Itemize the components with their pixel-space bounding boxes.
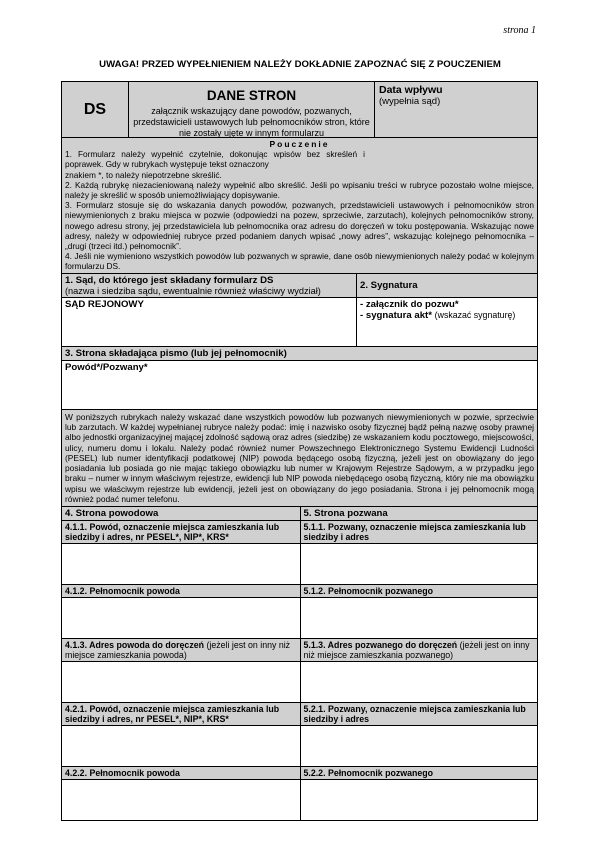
party-title-row [62,347,537,361]
block-4-2-2-fields [62,780,537,820]
info-section [62,410,537,508]
court-signature-titles [62,274,537,298]
defendant-1-field[interactable] [300,544,538,584]
instruction-1a: 1. Formularz należy wypełnić czytelnie, dokonując wpisów bez skreśleń i poprawek. Gdy w rubrykach występuje tekst oznaczony [65,149,365,170]
defendant-1-delivery-note: (jeżeli jest on inny niż miejsce zamieszkania pozwanego) [303,640,530,661]
plaintiff-1-attorney-title: 4.1.2. Pełnomocnik powoda [65,586,180,597]
plaintiff-1-delivery-title [62,639,300,661]
defendant-2-field[interactable] [300,726,538,766]
defendant-2-title: 5.2.1. Pozwany, oznaczenie miejsca zamieszkania lub siedziby i adres [300,703,538,725]
form-ds [61,81,538,821]
block-4-1-3-titles [62,639,537,662]
signature-field[interactable] [356,298,537,346]
plaintiff-1-delivery-label: 4.1.3. Adres powoda do doręczeń [65,640,204,651]
court-field[interactable] [62,298,356,346]
page-number: strona 1 [503,25,536,36]
instruction-2: 2. Każdą rubrykę niezacieniowaną należy wypełnić albo skreślić. Jeśli po wpisaniu treści w rubryce pozostało wolne miejsce, należy je skreślić w sposób uniemożliwiający dopisywanie. [65,179,534,201]
instruction-1b: znakiem *, to należy niepotrzebne skreślić. [65,169,222,180]
plaintiff-1-title: 4.1.1. Powód, oznaczenie miejsca zamieszkania lub siedziby i adres, nr PESEL*, NIP*, KRS* [65,522,280,543]
block-4-1-2-titles [62,585,537,598]
block-4-1-3-fields [62,662,537,703]
defendant-column-title: 5. Strona pozwana [300,507,538,520]
signature-option-case-number: - sygnatura akt* [360,309,432,321]
plaintiff-1-field[interactable] [62,544,300,584]
instruction-3: 3. Formularz stosuje się do wskazania danych powodów, pozwanych, przedstawicieli ustawowych i pełnomocników stron niewymienionych z braku miejsca w pozwie (odpowiedzi na pozew, sprzeciwie, zarzutach), kolejnych pełnomocników strony, nowego adresu strony, jej przedstawiciela lub pełnomocnika oraz adresu do doręczeń w toku postępowania. Wskazując nowe adresy, należy w odpowiedniej rubryce przed podaniem danych wpisać „nowy adres”, wskazując kolejnego pełnomocnika – „drugi (trzeci itd.) pełnomocnik”. [65,200,534,252]
party-value: Powód*/Pozwany* [65,361,148,373]
plaintiff-1-delivery-note: (jeżeli jest on inny niż miejsce zamieszkania powoda) [65,640,291,661]
plaintiff-2-attorney-field[interactable] [62,780,300,820]
instruction-4: 4. Jeśli nie wymieniono wszystkich powodów lub pozwanych w sprawie, dane osób niewymienionych należy podać w kolejnym formularzu DS. [65,251,534,272]
form-title-box [128,82,374,137]
signature-title: 2. Sygnatura [356,274,537,297]
block-4-1-2-fields [62,598,537,639]
plaintiff-2-attorney-title: 4.2.2. Pełnomocnik powoda [65,768,180,779]
plaintiff-2-title: 4.2.1. Powód, oznaczenie miejsca zamieszkania lub siedziby i adres, nr PESEL*, NIP*, KRS* [65,704,280,725]
court-signature-fields [62,298,537,347]
defendant-1-title: 5.1.1. Pozwany, oznaczenie miejsca zamieszkania lub siedziby i adres [300,521,538,543]
receipt-date-box [374,82,537,137]
plaintiff-column-title: 4. Strona powodowa [65,508,159,520]
defendant-2-attorney-title: 5.2.2. Pełnomocnik pozwanego [300,767,538,779]
instructions-title: Pouczenie [269,139,330,149]
party-field[interactable] [62,361,537,410]
defendant-1-delivery-field[interactable] [300,662,538,702]
receipt-date-title: Data wpływu [379,84,443,96]
plaintiff-1-attorney-field[interactable] [62,598,300,638]
form-header [62,82,537,138]
plaintiff-1-delivery-field[interactable] [62,662,300,702]
instructions-section [62,138,537,274]
court-title: 1. Sąd, do którego jest składany formularz DS [65,274,274,286]
block-4-1-1-titles [62,521,537,544]
court-value: SĄD REJONOWY [65,298,144,310]
party-title: 3. Strona składająca pismo (lub jej pełnomocnik) [65,347,287,359]
form-subtitle: załącznik wskazujący dane powodów, pozwanych, przedstawicieli ustawowych lub pełnomocników stron, które nie zostały ujęte w innym formularzu [133,106,370,138]
defendant-1-delivery-label: 5.1.3. Adres pozwanego do doręczeń [303,640,458,651]
court-subtitle: (nazwa i siedziba sądu, ewentualnie również właściwy wydział) [65,285,321,296]
block-4-2-1-fields [62,726,537,767]
form-code: DS [62,82,128,137]
signature-option-attachment: - załącznik do pozwu* [360,298,459,310]
columns-title-row [62,507,537,521]
info-text: W poniższych rubrykach należy wskazać dane wszystkich powodów lub pozwanych niewymienionych w pozwie, sprzeciwie lub zarzutach. W każdej wypełnianej rubryce należy podać: imię i nazwisko osoby fizycznej bądź pełną nazwę osoby prawnej albo jednostki organizacyjnej mającej zdolność sądową oraz adres (siedzibę) ze wskazaniem kodu pocztowego, miejscowości, ulicy, numeru domu i lokalu. Należy podać również numer Powszechnego Elektronicznego Systemu Ewidencji Ludności (PESEL) lub numer identyfikacji podatkowej (NIP) powoda będącego osobą fizyczną, jeżeli jest on obowiązany do jego posiadania lub posiada go nie mając takiego obowiązku lub numer w Krajowym Rejestrze Sądowym, a w przypadku jego braku – numer w innym właściwym rejestrze, ewidencji lub NIP powoda niebędącego osobą fizyczną, który nie ma obowiązku wpisu we właściwym rejestrze lub ewidencji, jeżeli jest on obowiązany do jego posiadania. Strona i jej pełnomocnik mogą również podać numer telefonu. [65,411,534,505]
block-4-1-1-fields [62,544,537,585]
signature-note: (wskazać sygnaturę) [434,309,516,320]
block-4-2-1-titles [62,703,537,726]
defendant-1-delivery-title [300,639,538,661]
block-4-2-2-titles [62,767,537,780]
defendant-1-attorney-title: 5.1.2. Pełnomocnik pozwanego [300,585,538,597]
defendant-1-attorney-field[interactable] [300,598,538,638]
plaintiff-2-field[interactable] [62,726,300,766]
court-title-box [62,274,356,297]
defendant-2-attorney-field[interactable] [300,780,538,820]
form-title: DANE STRON [206,88,297,103]
warning-banner: UWAGA! PRZED WYPEŁNIENIEM NALEŻY DOKŁADNIE ZAPOZNAĆ SIĘ Z POUCZENIEM [99,59,501,70]
receipt-date-sub: (wypełnia sąd) [379,96,441,107]
